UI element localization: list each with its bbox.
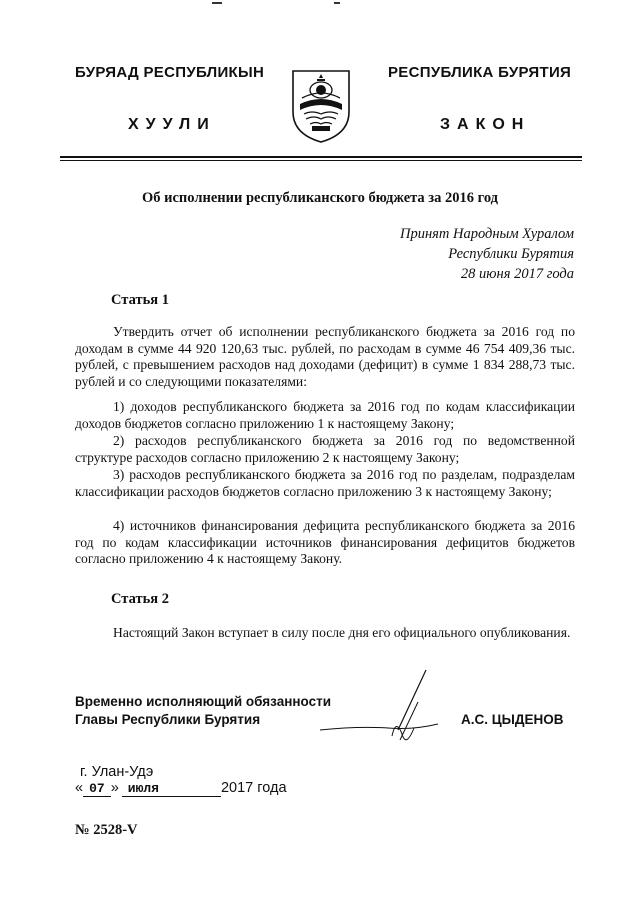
date-line [75, 780, 287, 797]
header-rule-thin [60, 160, 582, 161]
article-1-heading: Статья 1 [111, 292, 169, 308]
article-1-item-2: 2) расходов республиканского бюджета за 2016 год по ведомственной структуре расходов согласно приложению 2 к настоящему Закону; [75, 433, 575, 465]
scan-mark [212, 2, 222, 4]
header-left-top: БУРЯАД РЕСПУБЛИКЫН [75, 64, 265, 81]
header-rule-thick [60, 156, 582, 158]
adoption-line-2: Республики Бурятия [448, 246, 574, 262]
adoption-note [400, 224, 574, 284]
adoption-line-3: 28 июня 2017 года [460, 266, 574, 282]
signatory-name: А.С. ЦЫДЕНОВ [461, 712, 564, 727]
signatory-title-line-2: Главы Республики Бурятия [75, 712, 261, 727]
buryatia-coat-of-arms-icon [290, 66, 352, 144]
law-title: Об исполнении республиканского бюджета за 2016 год [141, 190, 499, 206]
article-1-item-4: 4) источников финансирования дефицита республиканского бюджета за 2016 год по кодам классификации источников финансирования дефицитов бюджетов согласно приложению 4 к настоящему Закону. [75, 518, 575, 567]
signatory-title [75, 693, 331, 729]
article-2-text: Настоящий Закон вступает в силу после дня его официального опубликования. [113, 625, 571, 640]
law-number: № 2528-V [75, 822, 138, 838]
article-1-item-1: 1) доходов республиканского бюджета за 2016 год по кодам классификации доходов бюджетов согласно приложению 1 к настоящему Закону; [75, 399, 575, 431]
signatory-title-line-1: Временно исполняющий обязанности [75, 694, 331, 709]
date-close-quote: » [110, 780, 119, 796]
adoption-line-1: Принят Народным Хуралом [399, 226, 574, 242]
date-open-quote: « [75, 780, 84, 796]
header-right-bottom: ЗАКОН [440, 116, 531, 133]
header-left-bottom: ХУУЛИ [128, 116, 216, 133]
article-1-item-3: 3) расходов республиканского бюджета за 2016 год по разделам, подразделам классификации расходов бюджетов согласно приложению 3 к настоящему Закону; [75, 467, 575, 499]
scan-mark [334, 2, 340, 4]
date-year: 2017 года [220, 780, 287, 796]
handwritten-signature [318, 668, 448, 756]
header-right-top: РЕСПУБЛИКА БУРЯТИЯ [388, 64, 572, 81]
article-2-heading: Статья 2 [111, 591, 169, 607]
article-1-intro: Утвердить отчет об исполнении республиканского бюджета за 2016 год по доходам в сумме 44 920 120,63 тыс. рублей, по расходам в сумме 46 754 409,36 тыс. рублей, с превышением расходов над доходами (дефицит) в сумме 1 834 288,73 тыс. рублей и со следующими показателями: [75, 324, 575, 389]
date-day: 07 [83, 781, 111, 797]
date-month: июля [122, 781, 221, 797]
city: г. Улан-Удэ [80, 764, 154, 780]
